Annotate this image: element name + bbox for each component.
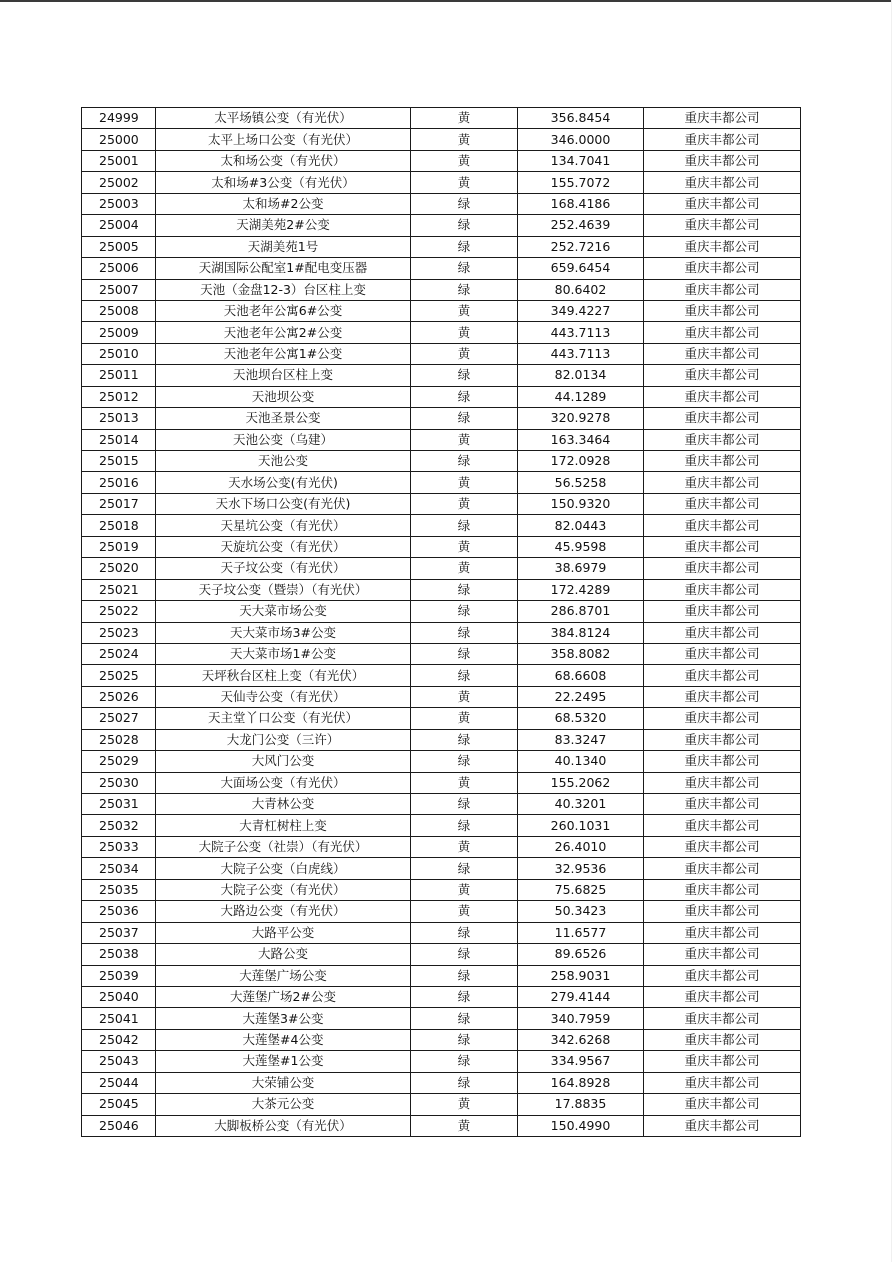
cell-value: 11.6577 (518, 922, 644, 943)
cell-name: 太平场镇公变（有光伏） (156, 108, 411, 129)
cell-level: 绿 (411, 601, 518, 622)
cell-value: 342.6268 (518, 1029, 644, 1050)
table-row (82, 493, 801, 514)
cell-level: 黄 (411, 150, 518, 171)
cell-name: 大风门公变 (156, 751, 411, 772)
cell-id: 25040 (82, 986, 156, 1007)
cell-company: 重庆丰都公司 (644, 493, 801, 514)
cell-name: 大院子公变（白虎线） (156, 858, 411, 879)
cell-value: 82.0443 (518, 515, 644, 536)
table-row (82, 451, 801, 472)
cell-value: 17.8835 (518, 1094, 644, 1115)
cell-company: 重庆丰都公司 (644, 150, 801, 171)
cell-level: 绿 (411, 729, 518, 750)
cell-company: 重庆丰都公司 (644, 836, 801, 857)
cell-level: 黄 (411, 172, 518, 193)
cell-value: 155.2062 (518, 772, 644, 793)
cell-value: 134.7041 (518, 150, 644, 171)
cell-level: 绿 (411, 1072, 518, 1093)
cell-value: 45.9598 (518, 536, 644, 557)
table-row (82, 1094, 801, 1115)
cell-name: 大莲堡#4公变 (156, 1029, 411, 1050)
cell-company: 重庆丰都公司 (644, 429, 801, 450)
cell-level: 绿 (411, 215, 518, 236)
cell-name: 大院子公变（社崇）（有光伏） (156, 836, 411, 857)
cell-value: 26.4010 (518, 836, 644, 857)
cell-level: 绿 (411, 815, 518, 836)
table-row (82, 172, 801, 193)
cell-value: 38.6979 (518, 558, 644, 579)
cell-level: 绿 (411, 279, 518, 300)
cell-company: 重庆丰都公司 (644, 794, 801, 815)
cell-company: 重庆丰都公司 (644, 601, 801, 622)
cell-company: 重庆丰都公司 (644, 751, 801, 772)
cell-value: 659.6454 (518, 258, 644, 279)
table-row (82, 986, 801, 1007)
cell-value: 82.0134 (518, 365, 644, 386)
cell-level: 绿 (411, 579, 518, 600)
cell-value: 22.2495 (518, 686, 644, 707)
table-row (82, 150, 801, 171)
cell-id: 25012 (82, 386, 156, 407)
table-row (82, 944, 801, 965)
cell-level: 绿 (411, 665, 518, 686)
cell-value: 75.6825 (518, 879, 644, 900)
cell-name: 天大菜市场1#公变 (156, 643, 411, 664)
cell-name: 大荣铺公变 (156, 1072, 411, 1093)
table-row (82, 879, 801, 900)
table-row (82, 686, 801, 707)
table-row (82, 300, 801, 321)
cell-id: 25021 (82, 579, 156, 600)
cell-level: 黄 (411, 536, 518, 557)
cell-name: 天大菜市场公变 (156, 601, 411, 622)
cell-level: 黄 (411, 901, 518, 922)
cell-company: 重庆丰都公司 (644, 558, 801, 579)
cell-id: 25023 (82, 622, 156, 643)
cell-level: 绿 (411, 986, 518, 1007)
cell-level: 绿 (411, 944, 518, 965)
table-row (82, 536, 801, 557)
cell-id: 25009 (82, 322, 156, 343)
cell-value: 155.7072 (518, 172, 644, 193)
cell-value: 260.1031 (518, 815, 644, 836)
cell-level: 黄 (411, 879, 518, 900)
cell-id: 25013 (82, 408, 156, 429)
cell-company: 重庆丰都公司 (644, 665, 801, 686)
cell-id: 25025 (82, 665, 156, 686)
cell-value: 164.8928 (518, 1072, 644, 1093)
cell-company: 重庆丰都公司 (644, 193, 801, 214)
cell-value: 443.7113 (518, 343, 644, 364)
cell-name: 大莲堡广场公变 (156, 965, 411, 986)
transformer-table (81, 107, 801, 1137)
cell-level: 黄 (411, 343, 518, 364)
cell-id: 25034 (82, 858, 156, 879)
cell-value: 163.3464 (518, 429, 644, 450)
cell-level: 绿 (411, 1029, 518, 1050)
cell-company: 重庆丰都公司 (644, 1072, 801, 1093)
cell-name: 天水下场口公变(有光伏) (156, 493, 411, 514)
cell-name: 大路边公变（有光伏） (156, 901, 411, 922)
table-row (82, 1072, 801, 1093)
cell-name: 大青林公变 (156, 794, 411, 815)
cell-value: 286.8701 (518, 601, 644, 622)
cell-id: 25010 (82, 343, 156, 364)
table-row (82, 129, 801, 150)
cell-level: 绿 (411, 965, 518, 986)
cell-id: 25022 (82, 601, 156, 622)
table-row (82, 279, 801, 300)
cell-id: 25035 (82, 879, 156, 900)
cell-level: 黄 (411, 322, 518, 343)
cell-company: 重庆丰都公司 (644, 944, 801, 965)
cell-name: 天湖美苑2#公变 (156, 215, 411, 236)
cell-id: 25032 (82, 815, 156, 836)
cell-value: 68.5320 (518, 708, 644, 729)
cell-id: 25016 (82, 472, 156, 493)
cell-company: 重庆丰都公司 (644, 643, 801, 664)
cell-company: 重庆丰都公司 (644, 708, 801, 729)
table-row (82, 472, 801, 493)
table-row (82, 386, 801, 407)
table-row (82, 429, 801, 450)
table-row (82, 858, 801, 879)
cell-company: 重庆丰都公司 (644, 1029, 801, 1050)
cell-value: 150.9320 (518, 493, 644, 514)
cell-level: 黄 (411, 558, 518, 579)
cell-id: 25042 (82, 1029, 156, 1050)
table-row (82, 258, 801, 279)
table-row (82, 794, 801, 815)
cell-id: 25041 (82, 1008, 156, 1029)
table-row (82, 708, 801, 729)
cell-value: 252.7216 (518, 236, 644, 257)
cell-name: 天池老年公寓1#公变 (156, 343, 411, 364)
cell-name: 天池坝公变 (156, 386, 411, 407)
cell-id: 25039 (82, 965, 156, 986)
cell-value: 340.7959 (518, 1008, 644, 1029)
cell-level: 黄 (411, 708, 518, 729)
cell-value: 40.3201 (518, 794, 644, 815)
cell-id: 25004 (82, 215, 156, 236)
cell-company: 重庆丰都公司 (644, 1115, 801, 1136)
cell-level: 绿 (411, 408, 518, 429)
cell-value: 443.7113 (518, 322, 644, 343)
cell-value: 334.9567 (518, 1051, 644, 1072)
cell-company: 重庆丰都公司 (644, 1051, 801, 1072)
cell-id: 25000 (82, 129, 156, 150)
cell-name: 大路平公变 (156, 922, 411, 943)
cell-company: 重庆丰都公司 (644, 986, 801, 1007)
cell-name: 天池老年公寓6#公变 (156, 300, 411, 321)
cell-company: 重庆丰都公司 (644, 322, 801, 343)
cell-name: 天仙寺公变（有光伏） (156, 686, 411, 707)
cell-company: 重庆丰都公司 (644, 515, 801, 536)
cell-id: 25008 (82, 300, 156, 321)
cell-company: 重庆丰都公司 (644, 236, 801, 257)
cell-value: 83.3247 (518, 729, 644, 750)
cell-id: 25044 (82, 1072, 156, 1093)
cell-name: 大脚板桥公变（有光伏） (156, 1115, 411, 1136)
cell-company: 重庆丰都公司 (644, 386, 801, 407)
cell-level: 绿 (411, 193, 518, 214)
table-row (82, 236, 801, 257)
cell-id: 25014 (82, 429, 156, 450)
cell-value: 358.8082 (518, 643, 644, 664)
page-top-border (0, 0, 892, 2)
table-row (82, 643, 801, 664)
cell-level: 绿 (411, 386, 518, 407)
cell-level: 绿 (411, 515, 518, 536)
cell-name: 天水场公变(有光伏) (156, 472, 411, 493)
cell-id: 25046 (82, 1115, 156, 1136)
cell-level: 绿 (411, 258, 518, 279)
cell-level: 绿 (411, 922, 518, 943)
cell-name: 天池（金盘12-3）台区柱上变 (156, 279, 411, 300)
table-row (82, 343, 801, 364)
cell-value: 349.4227 (518, 300, 644, 321)
table-row (82, 365, 801, 386)
cell-name: 太和场#2公变 (156, 193, 411, 214)
cell-value: 252.4639 (518, 215, 644, 236)
cell-level: 黄 (411, 429, 518, 450)
table-row (82, 193, 801, 214)
cell-company: 重庆丰都公司 (644, 108, 801, 129)
cell-name: 天池老年公寓2#公变 (156, 322, 411, 343)
table-row (82, 1115, 801, 1136)
cell-id: 25003 (82, 193, 156, 214)
cell-level: 黄 (411, 300, 518, 321)
cell-level: 黄 (411, 1115, 518, 1136)
cell-level: 黄 (411, 772, 518, 793)
cell-company: 重庆丰都公司 (644, 622, 801, 643)
cell-name: 大龙门公变（三许） (156, 729, 411, 750)
cell-id: 25011 (82, 365, 156, 386)
cell-id: 25031 (82, 794, 156, 815)
cell-value: 346.0000 (518, 129, 644, 150)
table-row (82, 729, 801, 750)
table-row (82, 622, 801, 643)
cell-id: 25028 (82, 729, 156, 750)
cell-level: 黄 (411, 129, 518, 150)
table-row (82, 108, 801, 129)
table-row (82, 836, 801, 857)
table-row (82, 965, 801, 986)
cell-company: 重庆丰都公司 (644, 965, 801, 986)
cell-name: 天湖美苑1号 (156, 236, 411, 257)
cell-id: 25026 (82, 686, 156, 707)
cell-name: 天旋坑公变（有光伏） (156, 536, 411, 557)
cell-id: 25038 (82, 944, 156, 965)
cell-id: 25029 (82, 751, 156, 772)
cell-value: 56.5258 (518, 472, 644, 493)
cell-id: 25024 (82, 643, 156, 664)
cell-id: 25015 (82, 451, 156, 472)
table-row (82, 601, 801, 622)
cell-name: 天子坟公变（暨崇）（有光伏） (156, 579, 411, 600)
cell-id: 25036 (82, 901, 156, 922)
cell-company: 重庆丰都公司 (644, 686, 801, 707)
cell-company: 重庆丰都公司 (644, 215, 801, 236)
cell-level: 绿 (411, 622, 518, 643)
table-row (82, 751, 801, 772)
cell-level: 黄 (411, 836, 518, 857)
cell-level: 黄 (411, 108, 518, 129)
cell-value: 68.6608 (518, 665, 644, 686)
cell-name: 天池坝台区柱上变 (156, 365, 411, 386)
cell-company: 重庆丰都公司 (644, 258, 801, 279)
cell-company: 重庆丰都公司 (644, 858, 801, 879)
cell-level: 绿 (411, 236, 518, 257)
cell-name: 大茶元公变 (156, 1094, 411, 1115)
cell-company: 重庆丰都公司 (644, 901, 801, 922)
cell-company: 重庆丰都公司 (644, 451, 801, 472)
cell-company: 重庆丰都公司 (644, 408, 801, 429)
cell-level: 黄 (411, 686, 518, 707)
cell-company: 重庆丰都公司 (644, 129, 801, 150)
cell-name: 大莲堡广场2#公变 (156, 986, 411, 1007)
cell-name: 天池公变 (156, 451, 411, 472)
cell-company: 重庆丰都公司 (644, 279, 801, 300)
cell-name: 天坪秋台区柱上变（有光伏） (156, 665, 411, 686)
cell-value: 172.4289 (518, 579, 644, 600)
cell-company: 重庆丰都公司 (644, 772, 801, 793)
cell-company: 重庆丰都公司 (644, 879, 801, 900)
cell-id: 25002 (82, 172, 156, 193)
cell-level: 黄 (411, 493, 518, 514)
cell-id: 25017 (82, 493, 156, 514)
cell-id: 25027 (82, 708, 156, 729)
cell-company: 重庆丰都公司 (644, 536, 801, 557)
cell-level: 绿 (411, 751, 518, 772)
cell-company: 重庆丰都公司 (644, 365, 801, 386)
cell-level: 绿 (411, 794, 518, 815)
cell-company: 重庆丰都公司 (644, 1094, 801, 1115)
cell-name: 太和场#3公变（有光伏） (156, 172, 411, 193)
table-row (82, 815, 801, 836)
cell-level: 绿 (411, 858, 518, 879)
cell-id: 25006 (82, 258, 156, 279)
cell-name: 天池圣景公变 (156, 408, 411, 429)
cell-company: 重庆丰都公司 (644, 343, 801, 364)
cell-value: 44.1289 (518, 386, 644, 407)
cell-value: 279.4144 (518, 986, 644, 1007)
cell-name: 天池公变（乌建） (156, 429, 411, 450)
cell-level: 绿 (411, 643, 518, 664)
cell-id: 25001 (82, 150, 156, 171)
cell-id: 25005 (82, 236, 156, 257)
cell-id: 25045 (82, 1094, 156, 1115)
cell-value: 356.8454 (518, 108, 644, 129)
table-row (82, 772, 801, 793)
cell-id: 25019 (82, 536, 156, 557)
cell-value: 32.9536 (518, 858, 644, 879)
cell-value: 80.6402 (518, 279, 644, 300)
cell-company: 重庆丰都公司 (644, 1008, 801, 1029)
cell-name: 大青杠树柱上变 (156, 815, 411, 836)
cell-value: 50.3423 (518, 901, 644, 922)
table-row (82, 515, 801, 536)
table-row (82, 1008, 801, 1029)
cell-name: 天湖国际公配室1#配电变压器 (156, 258, 411, 279)
cell-level: 黄 (411, 1094, 518, 1115)
cell-value: 258.9031 (518, 965, 644, 986)
cell-name: 天星坑公变（有光伏） (156, 515, 411, 536)
table-row (82, 408, 801, 429)
cell-name: 天主堂丫口公变（有光伏） (156, 708, 411, 729)
table-row (82, 901, 801, 922)
cell-value: 320.9278 (518, 408, 644, 429)
cell-value: 384.8124 (518, 622, 644, 643)
cell-level: 绿 (411, 365, 518, 386)
cell-company: 重庆丰都公司 (644, 172, 801, 193)
table-row (82, 1051, 801, 1072)
cell-id: 25030 (82, 772, 156, 793)
table-row (82, 922, 801, 943)
cell-level: 绿 (411, 451, 518, 472)
cell-id: 25018 (82, 515, 156, 536)
cell-name: 大莲堡3#公变 (156, 1008, 411, 1029)
cell-name: 大院子公变（有光伏） (156, 879, 411, 900)
cell-value: 89.6526 (518, 944, 644, 965)
cell-name: 大莲堡#1公变 (156, 1051, 411, 1072)
cell-value: 172.0928 (518, 451, 644, 472)
cell-company: 重庆丰都公司 (644, 922, 801, 943)
cell-company: 重庆丰都公司 (644, 472, 801, 493)
cell-id: 25043 (82, 1051, 156, 1072)
cell-id: 24999 (82, 108, 156, 129)
cell-level: 绿 (411, 1008, 518, 1029)
table-row (82, 665, 801, 686)
cell-value: 168.4186 (518, 193, 644, 214)
table-row (82, 579, 801, 600)
table-row (82, 322, 801, 343)
cell-id: 25033 (82, 836, 156, 857)
cell-name: 大路公变 (156, 944, 411, 965)
cell-name: 太和场公变（有光伏） (156, 150, 411, 171)
cell-name: 大面场公变（有光伏） (156, 772, 411, 793)
cell-value: 150.4990 (518, 1115, 644, 1136)
cell-company: 重庆丰都公司 (644, 729, 801, 750)
table-row (82, 558, 801, 579)
cell-id: 25007 (82, 279, 156, 300)
cell-company: 重庆丰都公司 (644, 579, 801, 600)
cell-value: 40.1340 (518, 751, 644, 772)
table-row (82, 215, 801, 236)
cell-id: 25020 (82, 558, 156, 579)
cell-name: 天子坟公变（有光伏） (156, 558, 411, 579)
cell-level: 黄 (411, 472, 518, 493)
cell-name: 太平上场口公变（有光伏） (156, 129, 411, 150)
cell-level: 绿 (411, 1051, 518, 1072)
cell-company: 重庆丰都公司 (644, 300, 801, 321)
table-row (82, 1029, 801, 1050)
table-body (82, 108, 801, 1137)
cell-company: 重庆丰都公司 (644, 815, 801, 836)
cell-id: 25037 (82, 922, 156, 943)
cell-name: 天大菜市场3#公变 (156, 622, 411, 643)
